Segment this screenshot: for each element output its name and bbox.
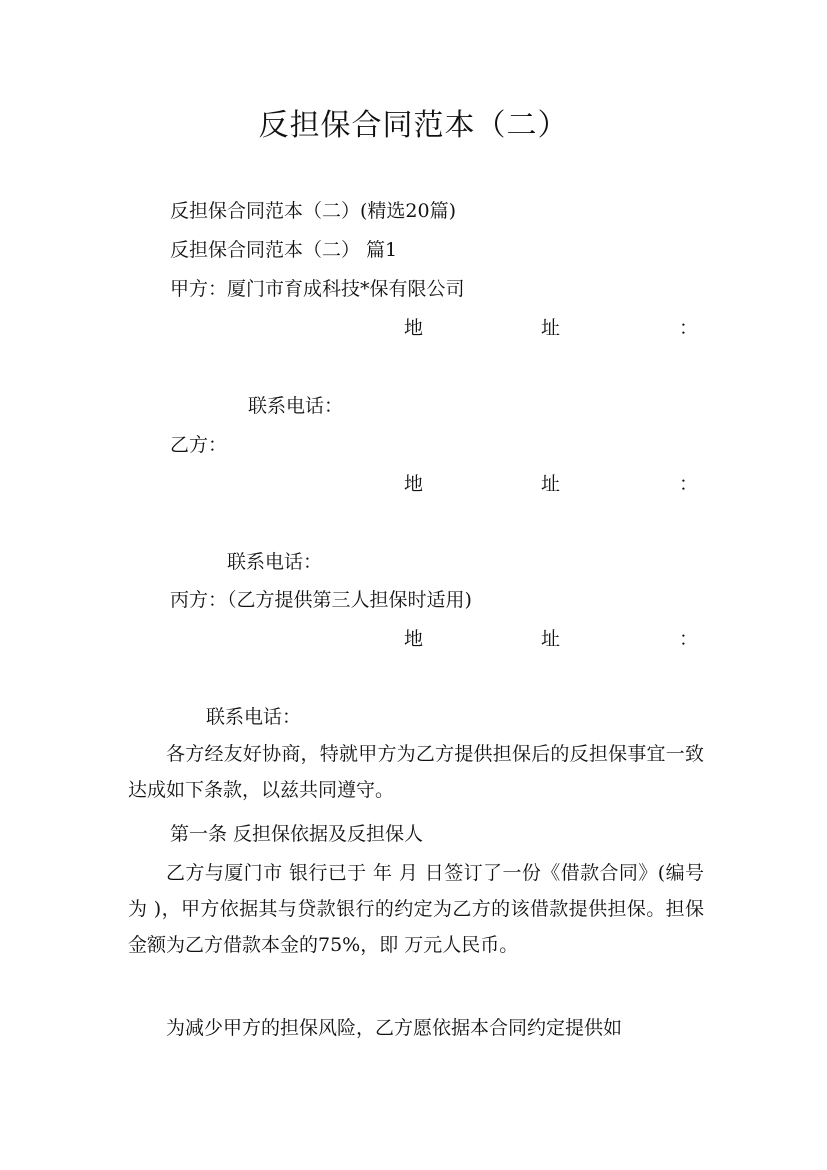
- article-1-heading: 第一条 反担保依据及反担保人: [170, 823, 424, 845]
- address-char-di: 地: [404, 628, 424, 650]
- address-colon: ：: [679, 473, 699, 495]
- article-1-paragraph: 乙方与厦门市 银行已于 年 月 日签订了一份《借款合同》(编号为 )，甲方依据其与贷款银行的约定为乙方的该借款提供担保。担保金额为乙方借款本金的75%，即 万元人民币。: [128, 862, 704, 956]
- party-c-contact-label: 联系电话：: [206, 706, 302, 728]
- address-char-di: 地: [404, 317, 424, 339]
- document-title: 反担保合同范本（二）: [258, 108, 569, 143]
- party-a-contact-label: 联系电话：: [248, 395, 344, 417]
- address-colon: ：: [679, 628, 699, 650]
- intro-paragraph: 各方经友好协商，特就甲方为乙方提供担保后的反担保事宜一致达成如下条款，以兹共同遵守。: [128, 743, 704, 801]
- address-colon: ：: [679, 317, 699, 339]
- address-char-zhi: 址: [541, 473, 561, 495]
- final-paragraph: 为减少甲方的担保风险，乙方愿依据本合同约定提供如: [166, 1017, 623, 1039]
- document-subtitle: 反担保合同范本（二）(精选20篇): [170, 200, 457, 222]
- party-a-line: 甲方：厦门市育成科技*保有限公司: [170, 278, 465, 300]
- party-c-line: 丙方：（乙方提供第三人担保时适用): [170, 589, 472, 611]
- party-b-line: 乙方：: [170, 434, 228, 456]
- party-b-contact-label: 联系电话：: [227, 551, 323, 573]
- section-heading: 反担保合同范本（二） 篇1: [170, 239, 398, 261]
- address-char-zhi: 址: [541, 317, 561, 339]
- address-char-zhi: 址: [541, 628, 561, 650]
- address-char-di: 地: [404, 473, 424, 495]
